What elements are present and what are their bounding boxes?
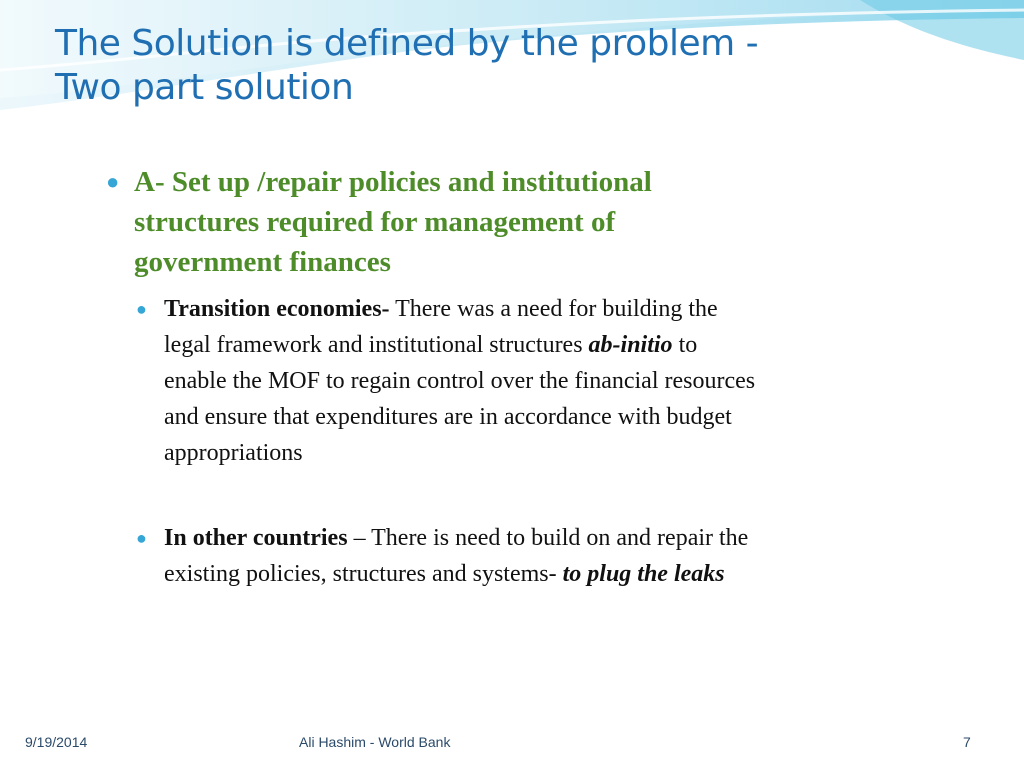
bullet-line [164, 291, 964, 327]
bullet-text: – There is need to build on and repair the [347, 525, 749, 551]
title-line: The Solution is defined by the problem - [55, 23, 759, 64]
bullet-line: enable the MOF to regain control over the financial resources [164, 368, 756, 394]
bullet-text: to [672, 332, 698, 358]
bullet-line [164, 520, 964, 556]
title-line: Two part solution [55, 67, 354, 108]
sub-bullet-transition-economies [136, 291, 964, 471]
footer-author: Ali Hashim - World Bank [299, 734, 451, 750]
bullet-text: There was a need for building the [389, 296, 718, 322]
bullet-text: existing policies, structures and systems- [164, 561, 563, 587]
bullet-line: and ensure that expenditures are in accordance with budget [164, 404, 732, 430]
bullet-emphasis: to plug the leaks [562, 561, 725, 587]
bullet-text: legal framework and institutional structures [164, 332, 589, 358]
level1-bullet [106, 162, 854, 282]
level1-line: government finances [134, 246, 391, 278]
footer-page-number: 7 [963, 734, 971, 750]
bullet-line: appropriations [164, 440, 303, 466]
bullet-dot-icon: ● [106, 169, 120, 194]
level1-line: structures required for management of [134, 206, 616, 238]
bullet-line [164, 327, 964, 363]
bullet-dot-icon: ● [136, 299, 147, 319]
level1-line: A- Set up /repair policies and institutional [134, 166, 652, 198]
footer-date: 9/19/2014 [25, 734, 88, 750]
bullet-line [164, 556, 964, 592]
bullet-lead: In other countries [164, 525, 348, 551]
bullet-emphasis: ab-initio [588, 332, 673, 358]
bullet-dot-icon: ● [136, 528, 147, 548]
slide-title [55, 22, 995, 110]
bullet-lead: Transition economies- [164, 296, 390, 322]
sub-bullet-other-countries [136, 520, 964, 592]
